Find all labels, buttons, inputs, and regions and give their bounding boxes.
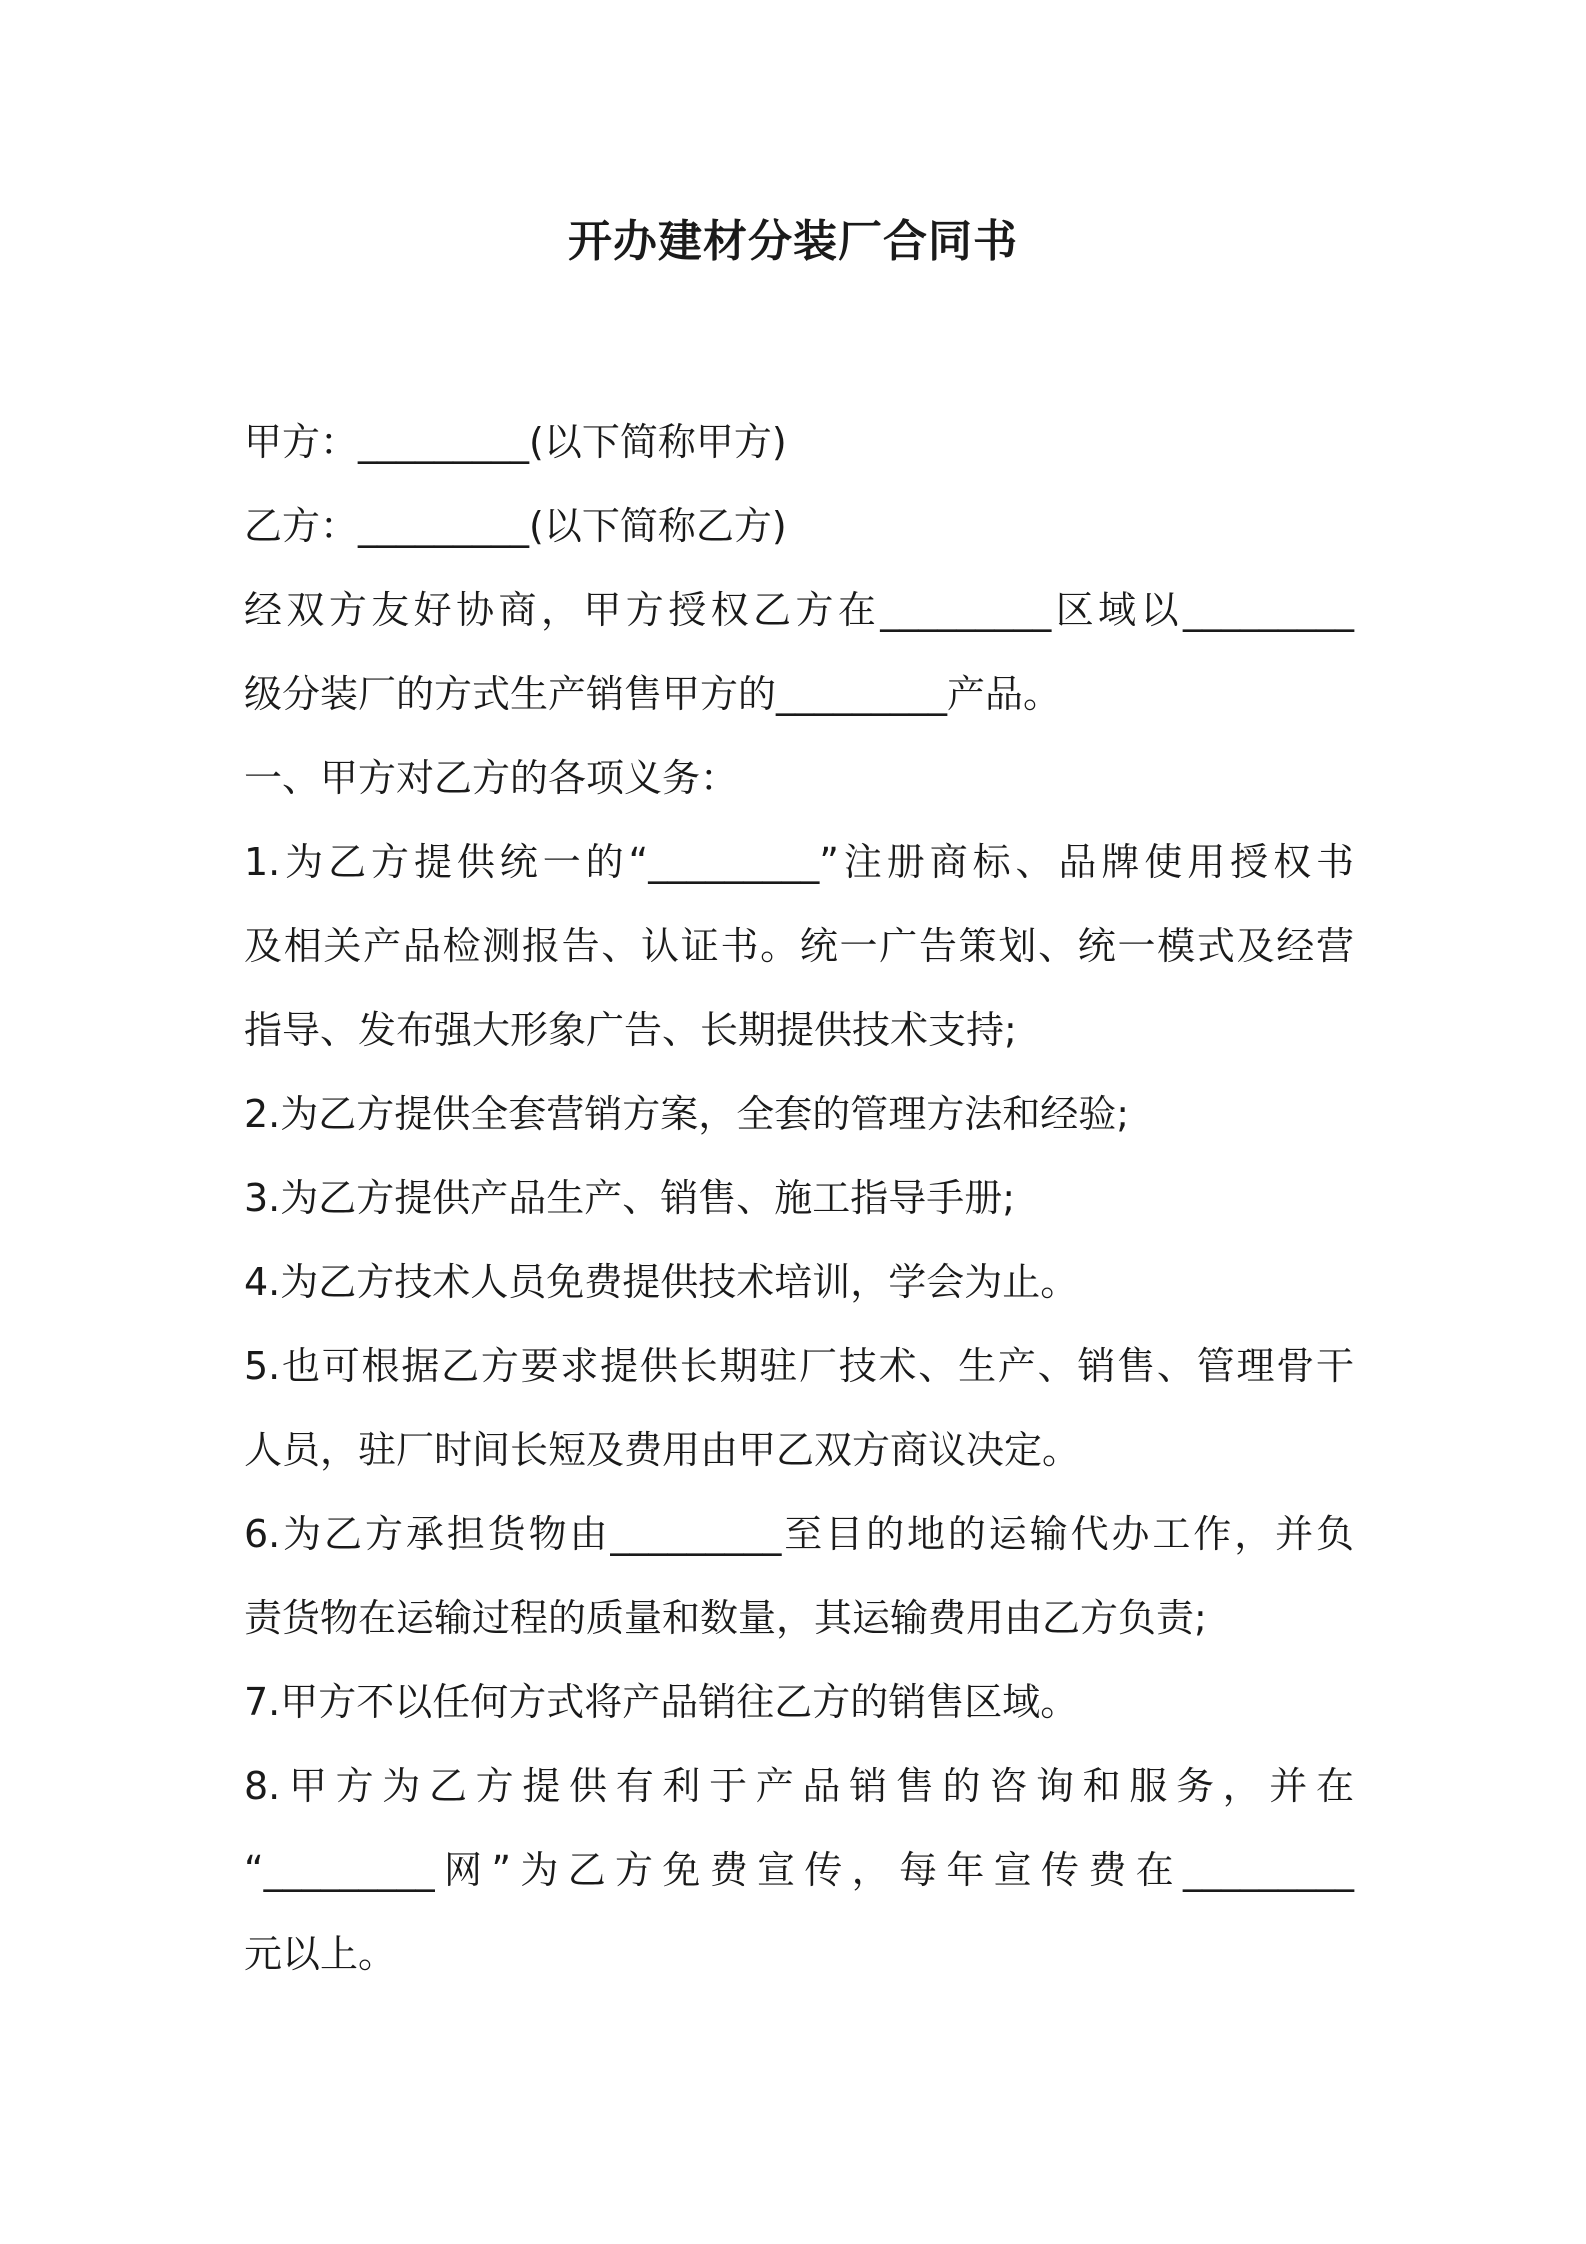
party-b-line: 乙方：_________(以下简称乙方) — [244, 504, 787, 548]
clause-1-line-2: 及相关产品检测报告、认证书。统一广告策划、统一模式及经营 — [244, 924, 1354, 968]
clause-6-line-1: 6.为乙方承担货物由_________至目的地的运输代办工作，并负 — [244, 1512, 1354, 1556]
clause-8-line-3: 元以上。 — [244, 1932, 397, 1976]
clause-7: 7.甲方不以任何方式将产品销往乙方的销售区域。 — [244, 1680, 1079, 1724]
clause-5-line-1: 5.也可根据乙方要求提供长期驻厂技术、生产、销售、管理骨干 — [244, 1344, 1354, 1388]
clause-6-line-2: 责货物在运输过程的质量和数量，其运输费用由乙方负责; — [244, 1596, 1207, 1640]
document-title: 开办建材分装厂合同书 — [568, 216, 1018, 267]
contract-body — [244, 400, 1354, 1996]
authorization-line-1: 经双方友好协商，甲方授权乙方在_________区域以_________ — [244, 588, 1354, 632]
clause-2: 2.为乙方提供全套营销方案，全套的管理方法和经验; — [244, 1092, 1130, 1136]
clause-5-line-2: 人员，驻厂时间长短及费用由甲乙双方商议决定。 — [244, 1428, 1081, 1472]
clause-4: 4.为乙方技术人员免费提供技术培训，学会为止。 — [244, 1260, 1079, 1304]
section-heading-obligations: 一、甲方对乙方的各项义务： — [244, 756, 739, 800]
authorization-line-2: 级分装厂的方式生产销售甲方的_________产品。 — [244, 672, 1062, 716]
clause-8-line-1: 8.甲方为乙方提供有利于产品销售的咨询和服务，并在 — [244, 1764, 1354, 1808]
clause-1-line-3: 指导、发布强大形象广告、长期提供技术支持; — [244, 1008, 1017, 1052]
clause-1-line-1: 1.为乙方提供统一的“_________”注册商标、品牌使用授权书 — [244, 840, 1354, 884]
clause-8-line-2: “_________网”为乙方免费宣传，每年宣传费在_________ — [244, 1848, 1354, 1892]
clause-3: 3.为乙方提供产品生产、销售、施工指导手册; — [244, 1176, 1016, 1220]
party-a-line: 甲方：_________(以下简称甲方) — [244, 420, 787, 464]
